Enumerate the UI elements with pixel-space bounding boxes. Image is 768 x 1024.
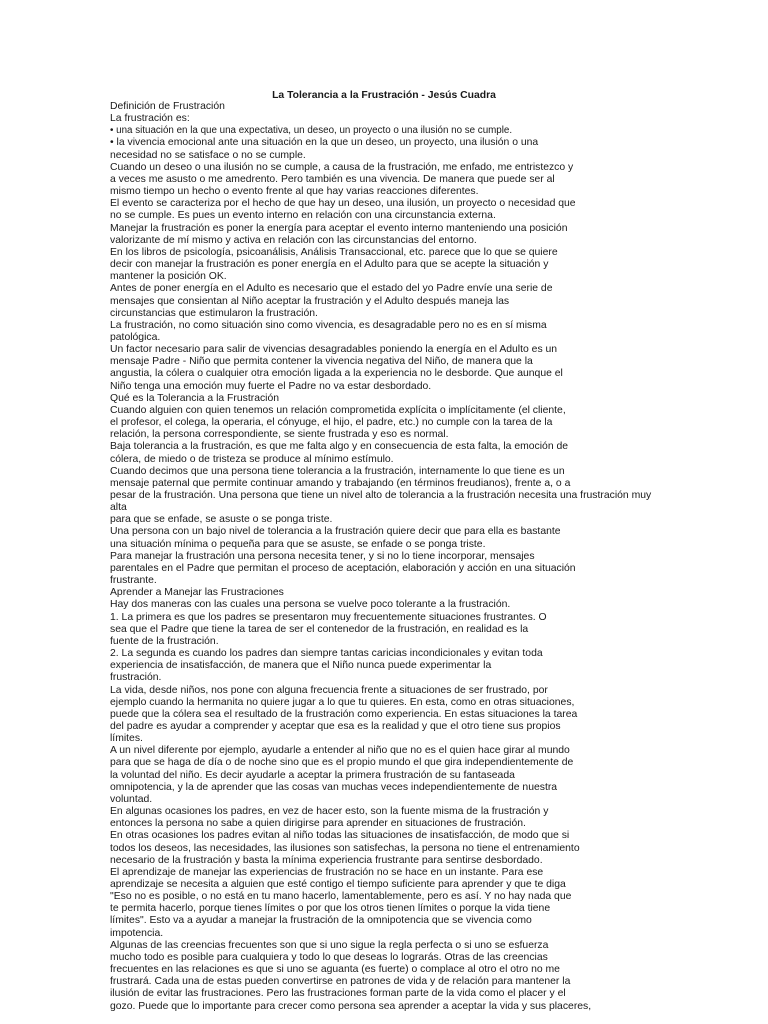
text-line: ejemplo cuando la hermanita no quiere jugar a lo que tu quieres. En esta, como en otras situaciones,: [110, 696, 575, 708]
text-line: Un factor necesario para salir de vivencias desagradables poniendo la energía en el Adulto es un: [110, 344, 558, 356]
text-line: Antes de poner energía en el Adulto es necesario que el estado del yo Padre envíe una serie de: [110, 283, 553, 295]
text-line: Hay dos maneras con las cuales una persona se vuelve poco tolerante a la frustración.: [110, 599, 511, 611]
text-line: frecuentes en las relaciones es que si uno se aguanta (es fuerte) o complace al otro el otro no me: [110, 964, 560, 976]
text-line: La vida, desde niños, nos pone con alguna frecuencia frente a situaciones de ser frustrado, por: [110, 684, 548, 696]
text-line: la voluntad del niño. Es decir ayudarle a aceptar la primera frustración de su fantaseada: [110, 769, 515, 781]
text-line: ilusión de evitar las frustraciones. Pero las frustraciones forman parte de la vida como el placer y el: [110, 988, 566, 1000]
text-line: patológica.: [110, 331, 161, 343]
text-line: límites.: [110, 733, 143, 745]
text-line: Cuando un deseo o una ilusión no se cumple, a causa de la frustración, me enfado, me entristezco y: [110, 161, 574, 173]
text-line: el profesor, el colega, la operaria, el cónyuge, el hijo, el padre, etc.) no cumple con la tarea de la: [110, 417, 553, 429]
text-line: mantener la posición OK.: [110, 271, 227, 283]
text-line: La frustración es:: [110, 113, 190, 125]
text-line: para que se haga de día o de noche sino que es el propio mundo el que gira independientemente de: [110, 757, 574, 769]
text-line: pesar de la frustración. Una persona que tiene un nivel alto de tolerancia a la frustración necesita una frustración muy: [110, 490, 652, 501]
text-line: te permita hacerlo, porque tienes límites o por que los otros tienen límites o porque la vida tiene: [110, 903, 551, 915]
text-line: Cuando decimos que una persona tiene tolerancia a la frustración, internamente lo que tiene es un: [110, 465, 565, 477]
text-line: En otras ocasiones los padres evitan al niño todas las situaciones de insatisfacción, de modo que si: [110, 830, 570, 842]
text-line: entonces la persona no sabe a quien dirigirse para aprender en situaciones de frustración.: [110, 818, 526, 830]
text-line: Una persona con un bajo nivel de tolerancia a la frustración quiere decir que para ella es bastante: [110, 526, 561, 538]
text-line: circunstancias que estimularon la frustración.: [110, 307, 318, 319]
text-line: mensajes que consientan al Niño aceptar la frustración y el Adulto después maneja las: [110, 295, 510, 307]
text-line: impotencia.: [110, 927, 164, 939]
text-line: angustia, la cólera o cualquier otra emoción ligada a la experiencia no le desborde. Que aunque el: [110, 368, 563, 380]
text-line: • una situación en la que una expectativa, un deseo, un proyecto o una ilusión no se cumple.: [110, 125, 513, 137]
text-line: El evento se caracteriza por el hecho de que hay un deseo, una ilusión, un proyecto o necesidad que: [110, 198, 576, 210]
text-line: frustrará. Cada una de estas pueden convertirse en patrones de vida y de relación para mantener la: [110, 976, 571, 988]
text-line: voluntad.: [110, 793, 153, 805]
text-line: límites". Esto va a ayudar a manejar la frustración de la omnipotencia que se vivencia como: [110, 915, 532, 927]
text-line: alta: [110, 502, 127, 514]
text-line: • la vivencia emocional ante una situación en la que un deseo, un proyecto, una ilusión o una: [110, 137, 539, 149]
text-line: 1. La primera es que los padres se presentaron muy frecuentemente situaciones frustrantes. O: [110, 611, 547, 623]
text-line: no se cumple. Es pues un evento interno en relación con una circunstancia externa.: [110, 210, 496, 222]
text-line: gozo. Puede que lo importante para crecer como persona sea aprender a aceptar la vida y sus placeres,: [110, 1000, 592, 1012]
text-line: mensaje Padre - Niño que permita contener la vivencia negativa del Niño, de manera que la: [110, 356, 533, 368]
text-line: una situación mínima o pequeña para que se asuste, se enfade o se ponga triste.: [110, 538, 486, 550]
text-line: Definición de Frustración: [110, 101, 225, 112]
text-line: La frustración, no como situación sino como vivencia, es desagradable pero no es en sí misma: [110, 319, 547, 331]
text-line: Manejar la frustración es poner la energía para aceptar el evento interno manteniendo una posición: [110, 222, 568, 234]
text-line: valorizante de mí mismo y activa en relación con las circunstancias del entorno.: [110, 234, 477, 246]
text-line: Niño tenga una emoción muy fuerte el Padre no va estar desbordado.: [110, 380, 432, 392]
text-line: A un nivel diferente por ejemplo, ayudarle a entender al niño que no es el quien hace girar al mundo: [110, 745, 570, 757]
document-body: [110, 101, 670, 1013]
text-line: Baja tolerancia a la frustración, es que me falta algo y en consecuencia de esta falta, la emoción de: [110, 441, 569, 453]
text-line: Cuando alguien con quien tenemos un relación comprometida explícita o implícitamente (el cliente,: [110, 404, 566, 416]
text-line: En algunas ocasiones los padres, en vez de hacer esto, son la fuente misma de la frustración y: [110, 806, 549, 818]
text-line: a veces me asusto o me amedrento. Pero también es una vivencia. De manera que puede ser al: [110, 173, 555, 185]
text-line: mensaje paternal que permite continuar amando y trabajando (en términos freudianos), frente a, o a: [110, 477, 571, 489]
text-line: fuente de la frustración.: [110, 635, 219, 647]
text-line: parentales en el Padre que permitan el proceso de aceptación, elaboración y acción en una situación: [110, 562, 576, 574]
text-line: del padre es ayudar a comprender y aceptar que esa es la realidad y que el otro tiene sus propios: [110, 720, 561, 732]
text-line: mismo tiempo un hecho o evento frente al que hay varias reacciones diferentes.: [110, 186, 479, 198]
text-line: necesario de la frustración y basta la mínima experiencia frustrante para sentirse desbordado.: [110, 854, 543, 866]
document-title: La Tolerancia a la Frustración - Jesús Cuadra: [272, 90, 496, 101]
text-line: necesidad no se satisface o no se cumple.: [110, 149, 306, 161]
text-line: En los libros de psicología, psicoanálisis, Análisis Transaccional, etc. parece que lo que se quiere: [110, 246, 558, 258]
text-line: "Eso no es posible, o no está en tu mano hacerlo, lamentablemente, pero es así. Y no hay nada que: [110, 891, 572, 903]
text-line: Aprender a Manejar las Frustraciones: [110, 587, 284, 599]
text-line: frustración.: [110, 672, 162, 684]
text-line: 2. La segunda es cuando los padres dan siempre tantas caricias incondicionales y evitan toda: [110, 648, 543, 660]
text-line: Qué es la Tolerancia a la Frustración: [110, 392, 280, 404]
text-line: frustrante.: [110, 575, 157, 587]
text-line: mucho todo es posible para cualquiera y todo lo que deseas lo lograrás. Otras de las creencias: [110, 951, 548, 963]
text-line: Algunas de las creencias frecuentes son que si uno sigue la regla perfecta o si uno se esfuerza: [110, 939, 549, 951]
text-line: para que se enfade, se asuste o se ponga triste.: [110, 514, 333, 526]
text-line: experiencia de insatisfacción, de manera que el Niño nunca puede experimentar la: [110, 660, 492, 672]
text-line: sea que el Padre que tiene la tarea de ser el contenedor de la frustración, en realidad es la: [110, 623, 529, 635]
text-line: relación, la persona correspondiente, se siente frustrada y eso es normal.: [110, 429, 449, 441]
text-line: todos los deseos, las necesidades, las ilusiones son satisfechas, la persona no tiene el entrenamiento: [110, 842, 580, 854]
text-line: cólera, de miedo o de tristeza se produce al mínimo estímulo.: [110, 453, 394, 465]
text-line: decir con manejar la frustración es poner energía en el Adulto para que se acepte la situación y: [110, 259, 549, 271]
text-line: Para manejar la frustración una persona necesita tener, y si no lo tiene incorporar, mensajes: [110, 550, 535, 562]
text-line: omnipotencia, y la de aprender que las cosas van muchas veces independientemente de nuestra: [110, 781, 558, 793]
text-line: puede que la cólera sea el resultado de la frustración como experiencia. En estas situaciones la tarea: [110, 708, 578, 720]
text-line: El aprendizaje de manejar las experiencias de frustración no se hace en un instante. Para ese: [110, 866, 544, 878]
text-line: aprendizaje se necesita a alguien que esté contigo el tiempo suficiente para aprender y que te diga: [110, 879, 566, 890]
